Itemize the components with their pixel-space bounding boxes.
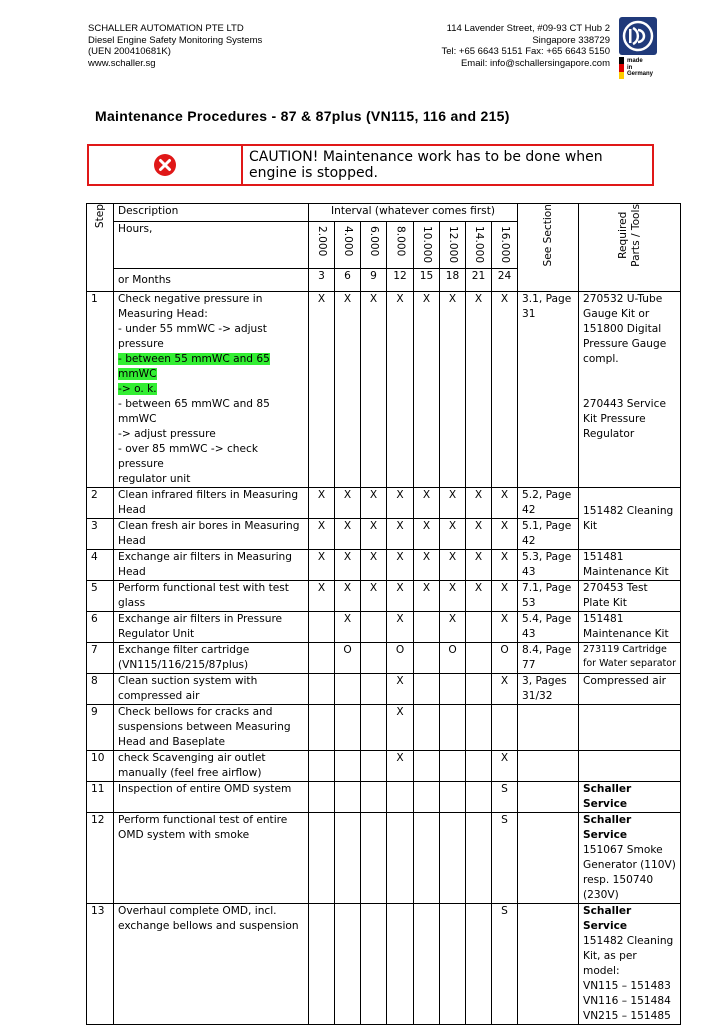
months-label: or Months	[114, 269, 309, 292]
row-description: Clean fresh air bores in Measuring Head	[114, 519, 309, 550]
row-description: Inspection of entire OMD system	[114, 782, 309, 813]
step-number: 9	[87, 705, 114, 751]
interval-mark	[361, 904, 387, 1025]
page-title: Maintenance Procedures - 87 & 87plus (VN115, 116 and 215)	[95, 108, 510, 124]
interval-mark: X	[492, 612, 518, 643]
required-parts	[579, 705, 681, 751]
interval-mark: X	[335, 550, 361, 581]
interval-mark: X	[361, 488, 387, 519]
interval-mark: S	[492, 782, 518, 813]
row-description: Perform functional test with test glass	[114, 581, 309, 612]
table-row	[87, 751, 681, 782]
interval-mark: X	[492, 674, 518, 705]
interval-mark	[414, 612, 440, 643]
interval-mark: O	[335, 643, 361, 674]
row-description: check Scavenging air outlet manually (feel free airflow)	[114, 751, 309, 782]
company-name: SCHALLER AUTOMATION PTE LTD	[88, 23, 244, 34]
interval-mark: X	[414, 488, 440, 519]
interval-mark	[466, 705, 492, 751]
hours-6000: 6.000	[361, 222, 387, 269]
error-icon	[153, 153, 177, 177]
hours-12000: 12.000	[440, 222, 466, 269]
required-parts: 151482 Cleaning Kit	[579, 488, 681, 550]
see-section: 5.3, Page 43	[518, 550, 579, 581]
interval-header: Interval (whatever comes first)	[309, 204, 518, 222]
table-row	[87, 612, 681, 643]
interval-mark: X	[440, 488, 466, 519]
interval-mark	[309, 813, 335, 904]
step-number: 10	[87, 751, 114, 782]
table-row	[87, 488, 681, 519]
required-parts: 270453 Test Plate Kit	[579, 581, 681, 612]
months-24: 24	[492, 269, 518, 292]
interval-mark: O	[440, 643, 466, 674]
row-description: Clean infrared filters in Measuring Head	[114, 488, 309, 519]
interval-mark: X	[309, 581, 335, 612]
company-website: www.schaller.sg	[88, 57, 156, 69]
interval-mark	[335, 904, 361, 1025]
step-number: 11	[87, 782, 114, 813]
interval-mark	[440, 904, 466, 1025]
address: 114 Lavender Street, #09-93 CT Hub 2	[446, 23, 610, 34]
step-number: 6	[87, 612, 114, 643]
row-description: Overhaul complete OMD, incl. exchange bellows and suspension	[114, 904, 309, 1025]
interval-mark: X	[387, 751, 414, 782]
interval-mark: X	[335, 488, 361, 519]
interval-mark	[361, 813, 387, 904]
interval-mark	[466, 904, 492, 1025]
see-section: 5.4, Page 43	[518, 612, 579, 643]
required-parts: Schaller Service 151067 Smoke Generator (110V) resp. 150740 (230V)	[579, 813, 681, 904]
interval-mark: X	[335, 292, 361, 488]
months-21: 21	[466, 269, 492, 292]
see-section	[518, 904, 579, 1025]
months-3: 3	[309, 269, 335, 292]
interval-mark: X	[309, 519, 335, 550]
step-number: 5	[87, 581, 114, 612]
interval-mark: X	[387, 705, 414, 751]
interval-mark	[440, 813, 466, 904]
interval-mark: X	[335, 519, 361, 550]
interval-mark	[335, 782, 361, 813]
interval-mark: X	[309, 550, 335, 581]
interval-mark: O	[492, 643, 518, 674]
interval-mark: X	[361, 519, 387, 550]
see-section: 7.1, Page 53	[518, 581, 579, 612]
description-header: Description	[114, 204, 309, 222]
table-row	[87, 674, 681, 705]
highlighted-ok-range: - between 55 mmWC and 65 mmWC	[118, 353, 270, 381]
step-number: 8	[87, 674, 114, 705]
interval-mark: X	[414, 519, 440, 550]
maintenance-table	[86, 203, 681, 1025]
table-row	[87, 782, 681, 813]
interval-mark	[466, 643, 492, 674]
interval-mark: X	[414, 550, 440, 581]
required-parts: 151481 Maintenance Kit	[579, 550, 681, 581]
see-section: 3, Pages 31/32	[518, 674, 579, 705]
made-in-germany-label: made in Germany	[627, 58, 654, 78]
interval-mark: X	[466, 550, 492, 581]
months-15: 15	[414, 269, 440, 292]
interval-mark	[440, 674, 466, 705]
interval-mark: X	[309, 292, 335, 488]
caution-box	[87, 144, 654, 186]
months-9: 9	[361, 269, 387, 292]
table-row	[87, 643, 681, 674]
interval-mark	[309, 643, 335, 674]
months-6: 6	[335, 269, 361, 292]
hours-label: Hours,	[114, 222, 309, 269]
see-section	[518, 813, 579, 904]
caution-text: CAUTION! Maintenance work has to be done when engine is stopped.	[249, 149, 603, 181]
interval-mark	[387, 813, 414, 904]
interval-mark	[414, 751, 440, 782]
row-description: Exchange air filters in Measuring Head	[114, 550, 309, 581]
interval-mark: O	[387, 643, 414, 674]
step-number: 12	[87, 813, 114, 904]
interval-mark: X	[414, 581, 440, 612]
interval-mark	[466, 751, 492, 782]
interval-mark: X	[492, 488, 518, 519]
interval-mark: X	[387, 550, 414, 581]
interval-mark	[361, 612, 387, 643]
interval-mark: S	[492, 813, 518, 904]
see-section: 3.1, Page 31	[518, 292, 579, 488]
required-parts	[579, 751, 681, 782]
interval-mark: X	[466, 292, 492, 488]
interval-mark	[414, 674, 440, 705]
interval-mark	[361, 782, 387, 813]
interval-mark: X	[492, 292, 518, 488]
interval-mark	[414, 904, 440, 1025]
required-parts: Compressed air	[579, 674, 681, 705]
interval-mark	[492, 705, 518, 751]
step-number: 2	[87, 488, 114, 519]
table-row	[87, 904, 681, 1025]
email: Email: info@schallersingapore.com	[460, 57, 610, 69]
interval-mark: X	[361, 581, 387, 612]
interval-mark	[466, 674, 492, 705]
interval-mark: X	[387, 612, 414, 643]
step-number: 13	[87, 904, 114, 1025]
interval-mark: X	[335, 612, 361, 643]
interval-mark: X	[440, 612, 466, 643]
company-block	[88, 23, 262, 69]
interval-mark	[309, 674, 335, 705]
row-description: Check negative pressure in Measuring Head: - under 55 mmWC -> adjust pressure - between 55 mmWC and 65 mmWC -> o. k. - between 65 mmWC and 85 mmWC -> adjust pressure - over 85 mmWC -> check pressure regulator unit	[114, 292, 309, 488]
hours-10000: 10.000	[414, 222, 440, 269]
highlighted-ok-text: -> o. k.	[118, 383, 157, 396]
interval-mark	[309, 782, 335, 813]
interval-mark: X	[466, 488, 492, 519]
interval-mark: X	[466, 581, 492, 612]
interval-mark	[387, 904, 414, 1025]
interval-mark	[335, 705, 361, 751]
interval-mark	[440, 705, 466, 751]
step-number: 1	[87, 292, 114, 488]
required-parts: Schaller Service 151482 Cleaning Kit, as per model: VN115 – 151483 VN116 – 151484 VN215 – 151485	[579, 904, 681, 1025]
see-section	[518, 782, 579, 813]
hours-4000: 4.000	[335, 222, 361, 269]
interval-mark: X	[387, 292, 414, 488]
table-row	[87, 705, 681, 751]
interval-mark: X	[492, 751, 518, 782]
company-uen: (UEN 200410681K)	[88, 46, 171, 58]
step-header: Step	[87, 204, 114, 292]
see-section-header: See Section	[518, 204, 579, 292]
contact-block	[442, 23, 611, 69]
interval-mark: X	[387, 674, 414, 705]
months-18: 18	[440, 269, 466, 292]
interval-mark	[414, 782, 440, 813]
interval-mark: X	[309, 488, 335, 519]
step-number: 3	[87, 519, 114, 550]
table-row	[87, 292, 681, 488]
interval-mark	[361, 674, 387, 705]
required-parts: Schaller Service	[579, 782, 681, 813]
interval-mark: X	[440, 519, 466, 550]
interval-mark	[466, 782, 492, 813]
interval-mark	[387, 782, 414, 813]
company-tagline: Diesel Engine Safety Monitoring Systems	[88, 34, 263, 46]
interval-mark	[335, 813, 361, 904]
german-flag-icon	[619, 57, 624, 79]
interval-mark	[466, 612, 492, 643]
interval-mark: X	[361, 550, 387, 581]
interval-mark: X	[492, 550, 518, 581]
step-number: 7	[87, 643, 114, 674]
see-section	[518, 705, 579, 751]
interval-mark: X	[387, 519, 414, 550]
see-section: 8.4, Page 77	[518, 643, 579, 674]
interval-mark: X	[440, 550, 466, 581]
row-description: Perform functional test of entire OMD system with smoke	[114, 813, 309, 904]
hours-14000: 14.000	[466, 222, 492, 269]
interval-mark: X	[440, 581, 466, 612]
step-number: 4	[87, 550, 114, 581]
interval-mark: X	[492, 519, 518, 550]
interval-mark: X	[361, 292, 387, 488]
required-parts: 151481 Maintenance Kit	[579, 612, 681, 643]
phone-fax: Tel: +65 6643 5151 Fax: +65 6643 5150	[441, 46, 610, 58]
interval-mark	[309, 612, 335, 643]
interval-mark: X	[414, 292, 440, 488]
required-parts: 273119 Cartridge for Water separator	[579, 643, 681, 674]
interval-mark	[414, 705, 440, 751]
table-row	[87, 550, 681, 581]
interval-mark: X	[387, 488, 414, 519]
schaller-logo-icon	[619, 17, 657, 55]
interval-mark	[414, 813, 440, 904]
table-row	[87, 581, 681, 612]
hours-16000: 16.000	[492, 222, 518, 269]
row-description: Check bellows for cracks and suspensions between Measuring Head and Baseplate	[114, 705, 309, 751]
interval-mark: X	[492, 581, 518, 612]
interval-mark: S	[492, 904, 518, 1025]
interval-mark: X	[466, 519, 492, 550]
interval-mark	[440, 751, 466, 782]
months-12: 12	[387, 269, 414, 292]
interval-mark	[466, 813, 492, 904]
row-description: Clean suction system with compressed air	[114, 674, 309, 705]
city: Singapore 338729	[532, 34, 610, 46]
required-parts: 270532 U-Tube Gauge Kit or 151800 Digital Pressure Gauge compl. 270443 Service Kit Pressure Regulator	[579, 292, 681, 488]
interval-mark	[361, 751, 387, 782]
interval-mark	[309, 705, 335, 751]
interval-mark	[361, 705, 387, 751]
see-section	[518, 751, 579, 782]
row-description: Exchange filter cartridge (VN115/116/215/87plus)	[114, 643, 309, 674]
interval-mark	[335, 674, 361, 705]
interval-mark: X	[387, 581, 414, 612]
table-row	[87, 813, 681, 904]
interval-mark: X	[440, 292, 466, 488]
hours-2000: 2.000	[309, 222, 335, 269]
interval-mark	[335, 751, 361, 782]
required-parts-header: Required Parts / Tools	[579, 204, 681, 292]
interval-mark	[361, 643, 387, 674]
row-description: Exchange air filters in Pressure Regulator Unit	[114, 612, 309, 643]
interval-mark	[309, 904, 335, 1025]
interval-mark: X	[335, 581, 361, 612]
interval-mark	[309, 751, 335, 782]
hours-8000: 8.000	[387, 222, 414, 269]
interval-mark	[440, 782, 466, 813]
interval-mark	[414, 643, 440, 674]
see-section: 5.2, Page 42	[518, 488, 579, 519]
see-section: 5.1, Page 42	[518, 519, 579, 550]
